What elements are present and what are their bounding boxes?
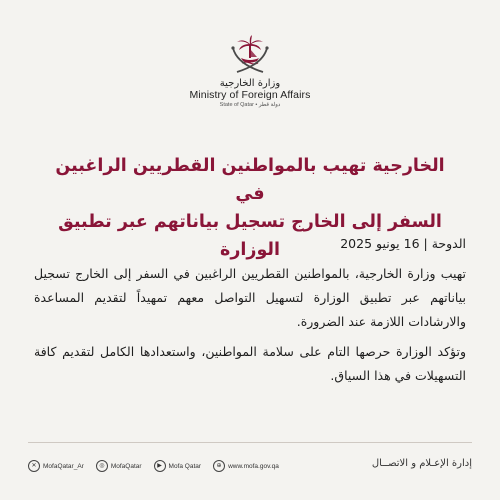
social-instagram[interactable] [96, 460, 142, 472]
ministry-logo [0, 34, 500, 108]
state-of-qatar-label: State of Qatar • دولة قطر [219, 102, 281, 108]
social-instagram-label: MofaQatar [110, 462, 142, 470]
instagram-icon: ◎ [96, 460, 108, 472]
department-name: إدارة الإعـلام و الاتصــال [371, 458, 472, 469]
dateline: الدوحة | 16 يونيو 2025 [340, 236, 466, 251]
web-icon: ⊕ [213, 460, 225, 472]
social-youtube[interactable] [154, 460, 202, 472]
x-icon: ✕ [28, 460, 40, 472]
footer [28, 458, 472, 474]
youtube-icon: ▶ [154, 460, 166, 472]
social-website-label: www.mofa.gov.qa [228, 462, 279, 470]
headline-line-2: السفر إلى الخارج تسجيل بياناتهم عبر تطبيق الوزارة [58, 212, 442, 260]
footer-divider [28, 442, 472, 443]
headline-line-1: الخارجية تهيب بالمواطنين القطريين الراغبين في [55, 156, 445, 204]
ministry-name-en: Ministry of Foreign Affairs [189, 89, 311, 101]
social-x[interactable] [28, 460, 84, 472]
social-links [28, 460, 291, 472]
body-paragraph-1: تهيب وزارة الخارجية، بالمواطنين القطريين الراغبين في السفر إلى الخارج تسجيل بياناتهم عبر تطبيق الوزارة لتسهيل التواصل معهم تمهيداً لتقديم المساعدة والارشادات اللازمة عند الضرورة. [34, 266, 466, 329]
social-website[interactable] [213, 460, 279, 472]
qatar-emblem-icon [227, 34, 273, 76]
social-youtube-label: Mofa Qatar [168, 462, 202, 470]
social-x-label: MofaQatar_Ar [43, 462, 84, 470]
ministry-name-ar: وزارة الخارجية [219, 78, 281, 89]
body-paragraph-2: وتؤكد الوزارة حرصها التام على سلامة المواطنين، واستعدادها الكامل لتقديم كافة التسهيلات في هذا السياق. [34, 344, 466, 383]
